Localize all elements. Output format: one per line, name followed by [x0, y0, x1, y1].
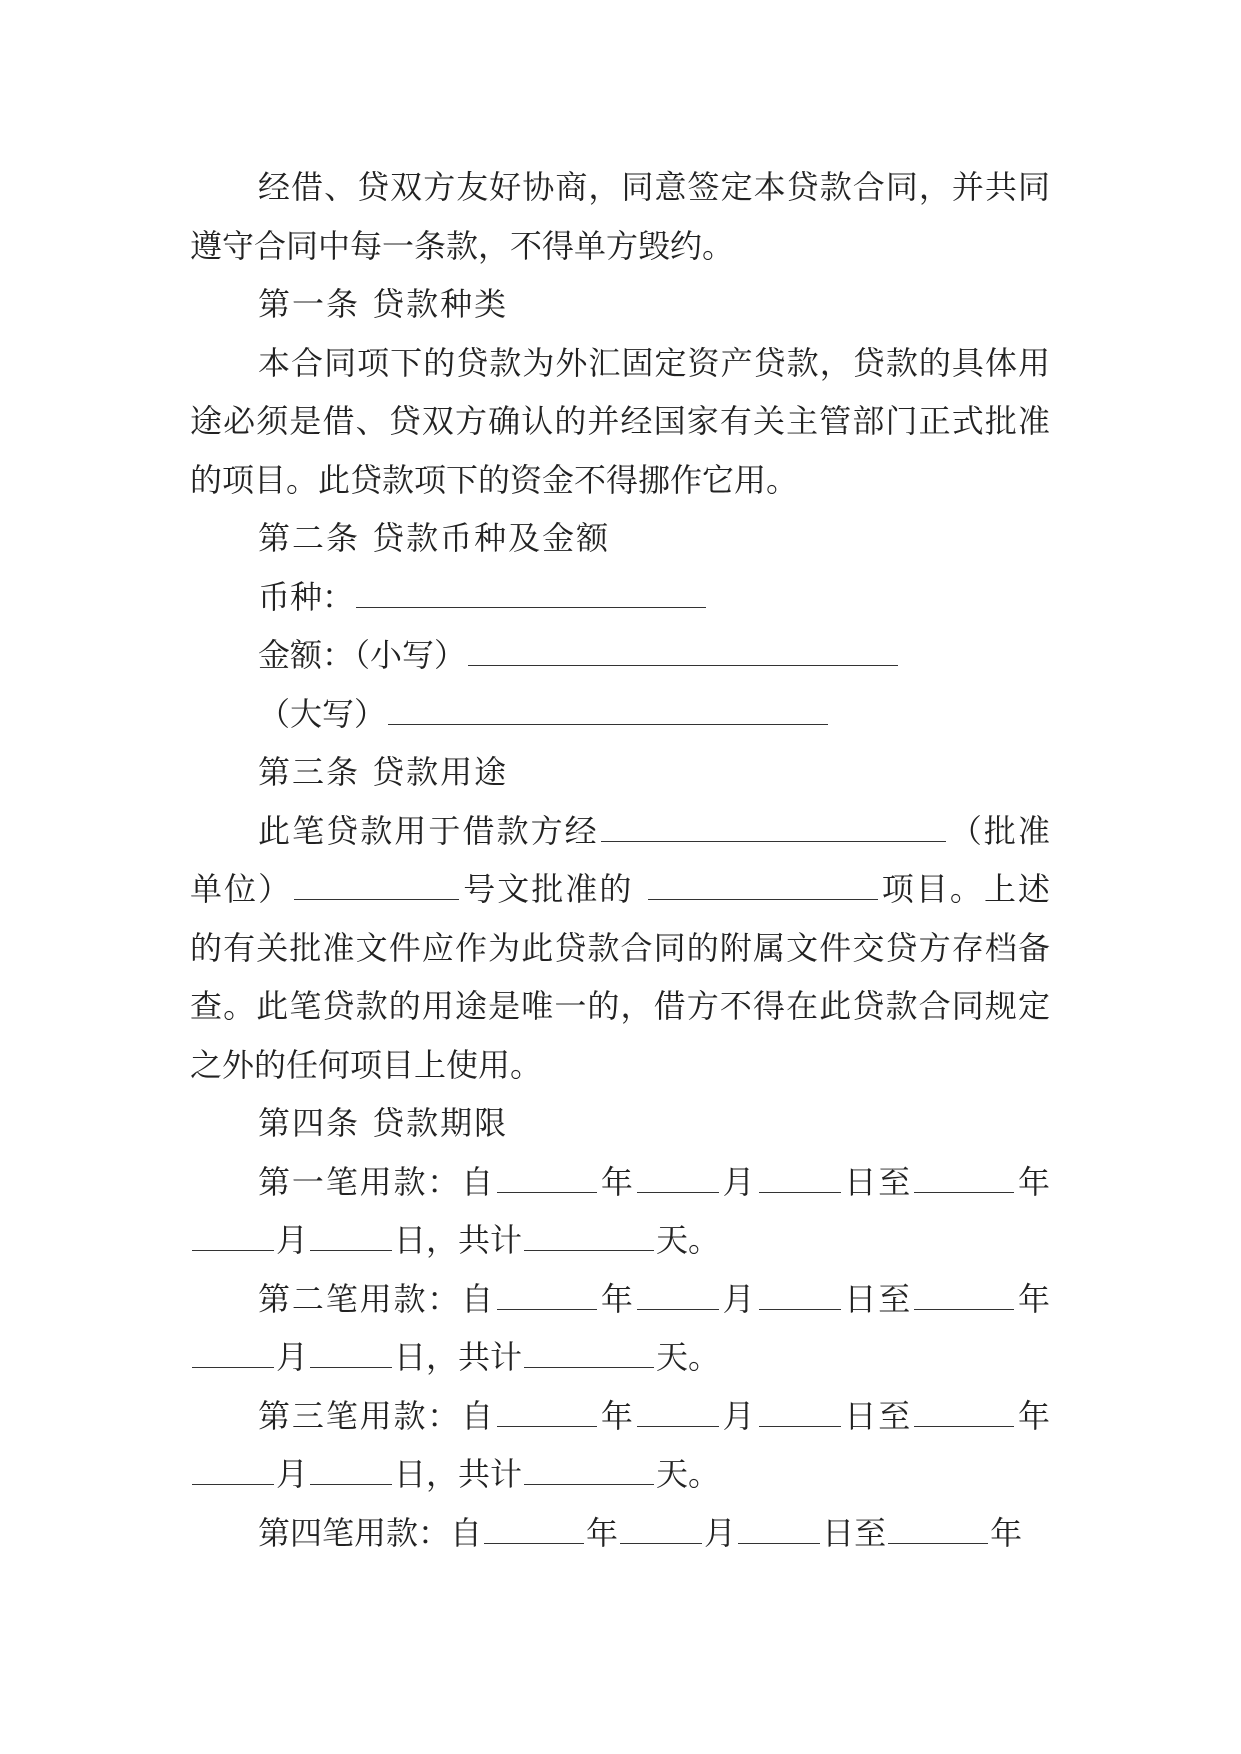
project-name-blank[interactable] — [648, 898, 878, 900]
word-year: 年 — [1016, 1279, 1050, 1318]
word-days: 天。 — [656, 1221, 721, 1259]
article-1-body: 本合同项下的贷款为外汇固定资产贷款，贷款的具体用途必须是借、贷双方确认的并经国家有关主管部门正式批准的项目。此贷款项下的资金不得挪作它用。 — [190, 343, 1050, 499]
end-year-blank[interactable] — [914, 1191, 1014, 1193]
article-3-text-3: 号文批准的 — [461, 870, 634, 908]
word-from: 自 — [450, 1513, 483, 1552]
draw-label: 第一笔用款： — [258, 1162, 462, 1201]
word-month: 月 — [276, 1455, 309, 1493]
word-month: 月 — [720, 1279, 757, 1318]
word-days: 天。 — [656, 1455, 721, 1493]
word-day-to: 日至 — [822, 1513, 887, 1552]
start-month-blank[interactable] — [637, 1191, 719, 1193]
word-month: 月 — [276, 1221, 309, 1259]
end-year-blank[interactable] — [888, 1542, 988, 1544]
start-day-blank[interactable] — [759, 1425, 841, 1427]
draw-4-line — [190, 1504, 1050, 1563]
article-2-title: 第二条 贷款币种及金额 — [258, 519, 611, 557]
draw-2-line — [190, 1270, 1050, 1387]
word-day-total: 日，共计 — [394, 1338, 523, 1376]
draw-label: 第二笔用款： — [258, 1279, 462, 1318]
end-year-blank[interactable] — [914, 1308, 1014, 1310]
intro-paragraph: 经借、贷双方友好协商，同意签定本贷款合同，并共同遵守合同中每一条款，不得单方毁约。 — [190, 168, 1050, 265]
start-year-blank[interactable] — [484, 1542, 584, 1544]
amount-label: 金额：（小写） — [258, 636, 467, 674]
word-days: 天。 — [656, 1338, 721, 1376]
word-year: 年 — [1016, 1162, 1050, 1201]
word-month: 月 — [720, 1396, 757, 1435]
currency-label: 币种： — [258, 577, 355, 616]
end-month-blank[interactable] — [192, 1366, 274, 1368]
word-month: 月 — [276, 1338, 309, 1376]
start-year-blank[interactable] — [497, 1308, 597, 1310]
end-day-blank[interactable] — [310, 1366, 392, 1368]
word-year: 年 — [599, 1162, 635, 1201]
end-month-blank[interactable] — [192, 1249, 274, 1251]
word-from: 自 — [461, 1279, 496, 1318]
document-number-blank[interactable] — [294, 898, 459, 900]
start-month-blank[interactable] — [637, 1425, 719, 1427]
end-year-blank[interactable] — [914, 1425, 1014, 1427]
word-from: 自 — [461, 1396, 496, 1435]
word-day-to: 日至 — [842, 1162, 913, 1201]
article-3-body — [190, 802, 1050, 1095]
approval-unit-blank[interactable] — [601, 840, 946, 842]
amount-caps-blank[interactable] — [388, 723, 828, 725]
end-month-blank[interactable] — [192, 1483, 274, 1485]
word-from: 自 — [461, 1162, 496, 1201]
article-3-title: 第三条 贷款用途 — [258, 753, 509, 791]
word-year: 年 — [599, 1396, 635, 1435]
word-day-to: 日至 — [842, 1279, 913, 1318]
total-days-blank[interactable] — [524, 1483, 654, 1485]
article-3-text-2: （批准单位） — [190, 811, 1050, 908]
word-month: 月 — [704, 1513, 737, 1552]
article-1-title: 第一条 贷款种类 — [258, 285, 509, 323]
word-year: 年 — [586, 1513, 619, 1552]
draw-label: 第三笔用款： — [258, 1396, 462, 1435]
article-4-title: 第四条 贷款期限 — [258, 1104, 509, 1142]
amount-blank[interactable] — [468, 664, 898, 666]
start-day-blank[interactable] — [738, 1542, 820, 1544]
word-day-total: 日，共计 — [394, 1221, 523, 1259]
draw-3-line — [190, 1387, 1050, 1504]
start-month-blank[interactable] — [620, 1542, 702, 1544]
draw-1-line — [190, 1153, 1050, 1270]
start-day-blank[interactable] — [759, 1191, 841, 1193]
article-3-text-1: 此笔贷款用于借款方经 — [258, 811, 599, 850]
end-day-blank[interactable] — [310, 1249, 392, 1251]
article-3-text-4: 项目。上述的有关批准文件应作为此贷款合同的附属文件交贷方存档备查。此笔贷款的用途是唯一的，借方不得在此贷款合同规定之外的任何项目上使用。 — [190, 870, 1050, 1084]
currency-line — [190, 568, 1050, 627]
end-day-blank[interactable] — [310, 1483, 392, 1485]
start-month-blank[interactable] — [637, 1308, 719, 1310]
total-days-blank[interactable] — [524, 1249, 654, 1251]
amount-caps-line — [190, 685, 1050, 744]
start-day-blank[interactable] — [759, 1308, 841, 1310]
currency-blank[interactable] — [356, 606, 706, 608]
word-year: 年 — [1016, 1396, 1050, 1435]
word-day-to: 日至 — [842, 1396, 913, 1435]
word-day-total: 日，共计 — [394, 1455, 523, 1493]
draw-label: 第四笔用款： — [258, 1513, 451, 1552]
word-month: 月 — [720, 1162, 757, 1201]
word-year: 年 — [599, 1279, 635, 1318]
total-days-blank[interactable] — [524, 1366, 654, 1368]
start-year-blank[interactable] — [497, 1191, 597, 1193]
amount-caps-label: （大写） — [258, 694, 387, 733]
contract-text — [190, 158, 1050, 1562]
word-year: 年 — [990, 1513, 1023, 1552]
start-year-blank[interactable] — [497, 1425, 597, 1427]
amount-line — [190, 626, 1050, 685]
